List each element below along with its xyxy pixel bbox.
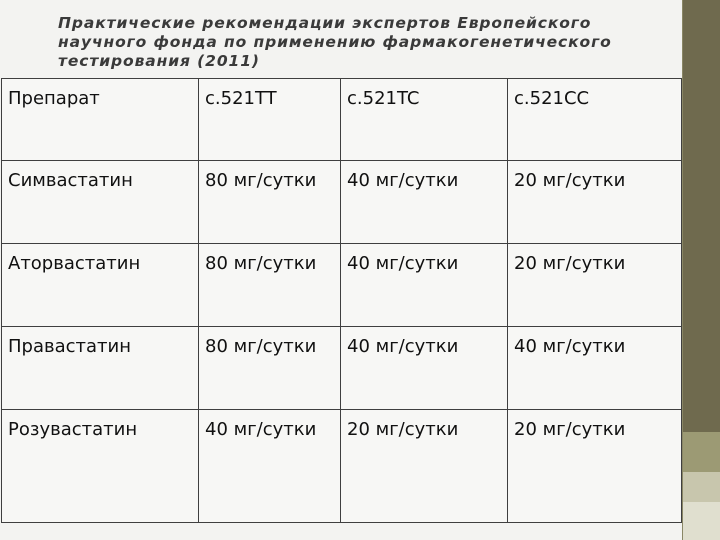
header-drug: Препарат [8, 88, 100, 109]
table-cell [341, 327, 508, 410]
dose-value: 80 мг/сутки [205, 253, 317, 274]
header-genotype-tt: c.521TT [205, 88, 277, 109]
table-cell [199, 244, 341, 327]
dose-value: 40 мг/сутки [347, 336, 459, 357]
table-cell [199, 327, 341, 410]
dose-value: 40 мг/сутки [205, 419, 317, 440]
table-cell [2, 410, 199, 523]
dose-value: 20 мг/сутки [514, 170, 626, 191]
table-cell [508, 327, 682, 410]
table-cell [341, 161, 508, 244]
dose-value: 80 мг/сутки [205, 170, 317, 191]
header-genotype-tc: c.521TC [347, 88, 420, 109]
header-genotype-cc: c.521CC [514, 88, 590, 109]
side-decoration-block [682, 502, 720, 540]
table-cell [508, 410, 682, 523]
slide-title: Практические рекомендации экспертов Европейского научного фонда по применению фармакогенетического тестирования (2011) [58, 14, 612, 70]
side-decoration-block [682, 432, 720, 472]
table-cell [341, 410, 508, 523]
dose-value: 20 мг/сутки [514, 253, 626, 274]
table-row [2, 410, 682, 523]
dose-value: 80 мг/сутки [205, 336, 317, 357]
dose-value: 20 мг/сутки [347, 419, 459, 440]
drug-name: Розувастатин [8, 419, 138, 440]
side-divider [682, 0, 683, 540]
header-cell [2, 79, 199, 161]
header-cell [341, 79, 508, 161]
dose-value: 40 мг/сутки [347, 253, 459, 274]
table-cell [2, 327, 199, 410]
drug-name: Аторвастатин [8, 253, 141, 274]
header-cell [199, 79, 341, 161]
table-row [2, 244, 682, 327]
dose-value: 40 мг/сутки [347, 170, 459, 191]
side-decoration-block [682, 472, 720, 502]
table-cell [508, 161, 682, 244]
dosage-table [1, 78, 682, 523]
table-header-row [2, 79, 682, 161]
table-cell [2, 244, 199, 327]
header-cell [508, 79, 682, 161]
table-cell [508, 244, 682, 327]
table-row [2, 161, 682, 244]
table-cell [199, 161, 341, 244]
table-cell [199, 410, 341, 523]
table-cell [2, 161, 199, 244]
side-decoration-block [682, 0, 720, 432]
drug-name: Симвастатин [8, 170, 133, 191]
dose-value: 40 мг/сутки [514, 336, 626, 357]
dose-value: 20 мг/сутки [514, 419, 626, 440]
drug-name: Правастатин [8, 336, 131, 357]
table-row [2, 327, 682, 410]
table-cell [341, 244, 508, 327]
